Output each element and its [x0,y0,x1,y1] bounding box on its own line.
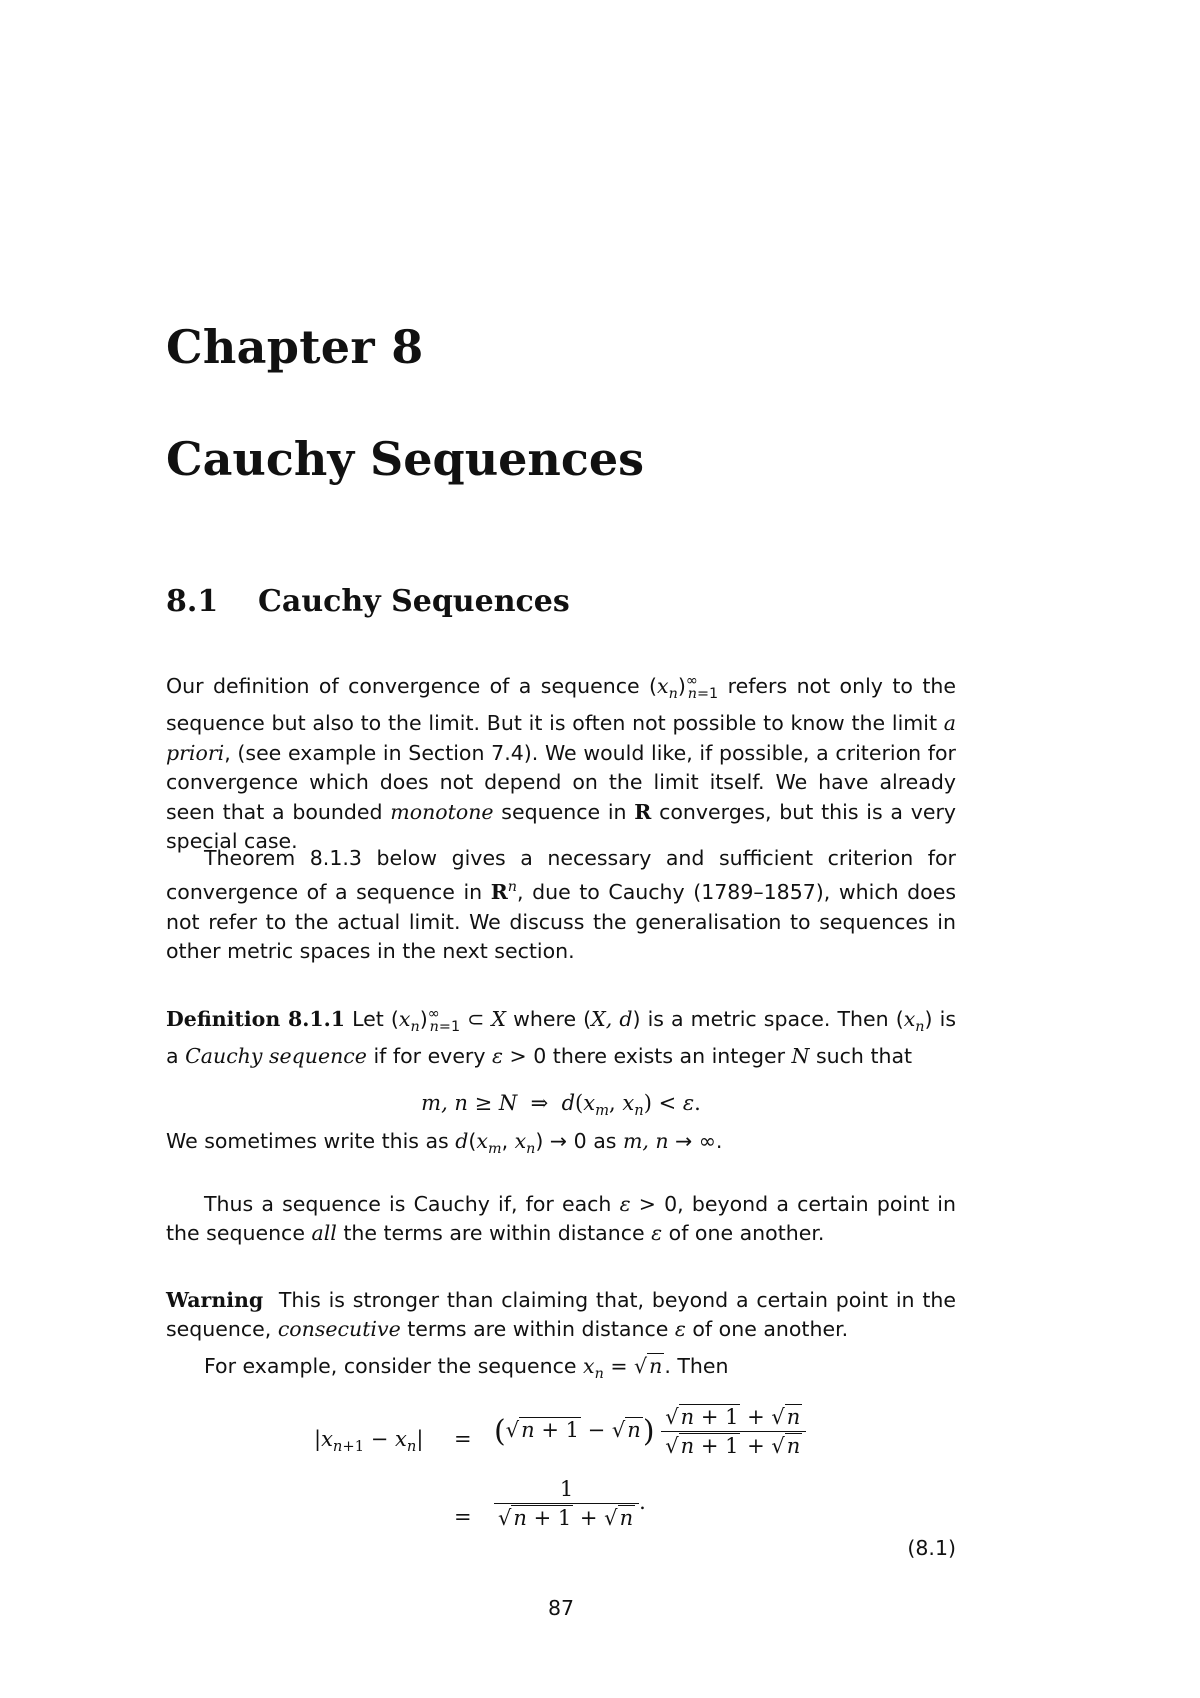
warning-block: Warning This is stronger than claiming that, beyond a certain point in the sequence, consecutive terms are within distance ε of one another. [166,1288,956,1342]
paragraph-example: For example, consider the sequence $x_n = √n$. Then [204,1354,729,1383]
definition-label: Definition 8.1.1 [166,1006,346,1031]
definition-equation: m, n ≥ N ⇒ $d(x_m$, $x_n) < \varepsilon$. [421,1091,701,1120]
chapter-title: Cauchy Sequences [166,432,645,486]
section-number: 8.1 [166,584,219,619]
paragraph-cauchy-explanation: Thus a sequence is Cauchy if, for each ε > 0, beyond a certain point in the sequence all the terms are within distance ε of one another. [166,1192,956,1246]
warning-label: Warning [166,1288,264,1312]
chapter-label: Chapter 8 [166,320,424,374]
definition-remark: We sometimes write this as $d(x_m$, $x_n) \to 0$ as m, n → ∞. [166,1129,723,1158]
section-title: Cauchy Sequences [258,584,570,619]
equation-number: (8.1) [907,1536,956,1560]
paragraph-intro: Our definition of convergence of a sequence $(x_n)^\infty_{n=1}$ refers not only to the sequence but also to the limit. But it is often not possible to know the limit a priori, (see example in Section 7.4). We would like, if possible, a criterion for convergence which does not depend on the limit itself. We have already seen that a bounded monotone sequence in R converges, but this is a very special case. [166,673,957,853]
definition-block: Definition 8.1.1 Let $(x_n)^\infty_{n=1}$ ⊂ X where (X, d) is a metric space. Then $(x_n)$ is a Cauchy sequence if for every ε > 0 there exists an integer N such that [166,1006,957,1069]
paragraph-theorem-intro: Theorem 8.1.3 below gives a necessary and sufficient criterion for convergence of a sequence in $R^n$, due to Cauchy (1789–1857), which does not refer to the actual limit. We discuss the generalisation to sequences in other metric spaces in the next section. [166,846,956,964]
section-heading [166,584,570,619]
page-number: 87 [547,1596,575,1620]
